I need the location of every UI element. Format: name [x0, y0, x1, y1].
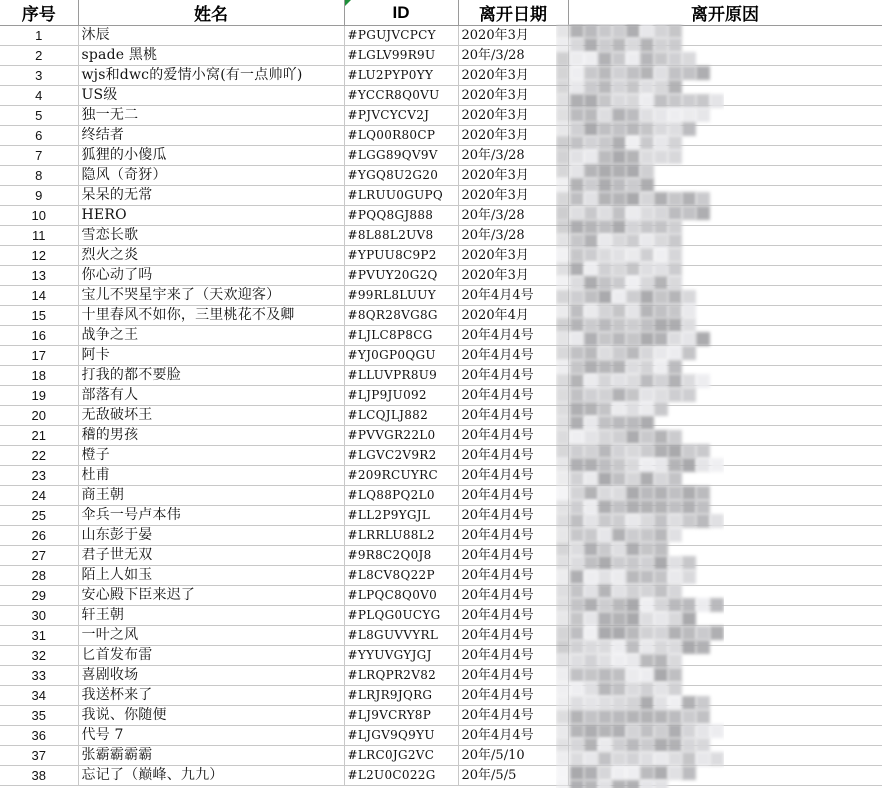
- id-cell[interactable]: #PQQ8GJ888: [344, 206, 458, 226]
- name-cell[interactable]: 张霸霸霸霸: [78, 746, 344, 766]
- row-number-cell[interactable]: 18: [0, 366, 78, 386]
- id-cell[interactable]: #LJLC8P8CG: [344, 326, 458, 346]
- reason-cell[interactable]: [568, 126, 882, 146]
- row-number-cell[interactable]: 2: [0, 46, 78, 66]
- reason-cell[interactable]: [568, 686, 882, 706]
- reason-cell[interactable]: [568, 606, 882, 626]
- header-date[interactable]: 离开日期: [458, 0, 568, 26]
- reason-cell[interactable]: [568, 46, 882, 66]
- header-no[interactable]: 序号: [0, 0, 78, 26]
- date-cell[interactable]: 20年4月4号: [458, 526, 568, 546]
- name-cell[interactable]: 沐辰: [78, 26, 344, 46]
- reason-cell[interactable]: [568, 66, 882, 86]
- reason-cell[interactable]: [568, 406, 882, 426]
- reason-cell[interactable]: [568, 486, 882, 506]
- table-row: [0, 566, 882, 586]
- row-number-cell[interactable]: 35: [0, 706, 78, 726]
- reason-cell[interactable]: [568, 426, 882, 446]
- name-cell[interactable]: 匕首发布雷: [78, 646, 344, 666]
- id-cell[interactable]: #LGLV99R9U: [344, 46, 458, 66]
- reason-cell[interactable]: [568, 306, 882, 326]
- row-number-cell[interactable]: 12: [0, 246, 78, 266]
- row-number-cell[interactable]: 34: [0, 686, 78, 706]
- date-cell[interactable]: 20年4月4号: [458, 646, 568, 666]
- id-cell[interactable]: #LLUVPR8U9: [344, 366, 458, 386]
- table-row: [0, 686, 882, 706]
- id-cell[interactable]: #PLQG0UCYG: [344, 606, 458, 626]
- reason-cell[interactable]: [568, 146, 882, 166]
- id-cell[interactable]: #LRJR9JQRG: [344, 686, 458, 706]
- reason-cell[interactable]: [568, 86, 882, 106]
- row-number-cell[interactable]: 25: [0, 506, 78, 526]
- reason-cell[interactable]: [568, 726, 882, 746]
- reason-cell[interactable]: [568, 466, 882, 486]
- name-cell[interactable]: HERO: [78, 206, 344, 226]
- table-row: [0, 766, 882, 786]
- id-cell[interactable]: #LU2PYP0YY: [344, 66, 458, 86]
- name-cell[interactable]: 山东彭于晏: [78, 526, 344, 546]
- row-number-cell[interactable]: 14: [0, 286, 78, 306]
- table-row: [0, 426, 882, 446]
- date-cell[interactable]: 20年4月4号: [458, 586, 568, 606]
- reason-cell[interactable]: [568, 746, 882, 766]
- table-row: [0, 346, 882, 366]
- row-number-cell[interactable]: 29: [0, 586, 78, 606]
- reason-cell[interactable]: [568, 106, 882, 126]
- table-row: [0, 586, 882, 606]
- row-number-cell[interactable]: 24: [0, 486, 78, 506]
- id-cell[interactable]: #8L88L2UV8: [344, 226, 458, 246]
- id-cell[interactable]: #LJ9VCRY8P: [344, 706, 458, 726]
- id-cell[interactable]: #LGG89QV9V: [344, 146, 458, 166]
- date-cell[interactable]: 20年4月4号: [458, 566, 568, 586]
- reason-cell[interactable]: [568, 166, 882, 186]
- reason-cell[interactable]: [568, 266, 882, 286]
- name-cell[interactable]: 宝儿不哭星宇来了（天欢迎客）: [78, 286, 344, 306]
- id-cell[interactable]: #LRQPR2V82: [344, 666, 458, 686]
- date-cell[interactable]: 2020年3月: [458, 246, 568, 266]
- id-cell[interactable]: #PVUY20G2Q: [344, 266, 458, 286]
- row-number-cell[interactable]: 13: [0, 266, 78, 286]
- name-cell[interactable]: 安心殿下臣来迟了: [78, 586, 344, 606]
- date-cell[interactable]: 20年4月4号: [458, 626, 568, 646]
- date-cell[interactable]: 2020年3月: [458, 26, 568, 46]
- name-cell[interactable]: 我说、你随便: [78, 706, 344, 726]
- name-cell[interactable]: 一叶之风: [78, 626, 344, 646]
- reason-cell[interactable]: [568, 226, 882, 246]
- row-number-cell[interactable]: 23: [0, 466, 78, 486]
- row-number-cell[interactable]: 3: [0, 66, 78, 86]
- table-row: [0, 26, 882, 46]
- date-cell[interactable]: 2020年3月: [458, 66, 568, 86]
- reason-cell[interactable]: [568, 326, 882, 346]
- date-cell[interactable]: 20年4月4号: [458, 346, 568, 366]
- date-cell[interactable]: 20年4月4号: [458, 486, 568, 506]
- date-cell[interactable]: 20年4月4号: [458, 286, 568, 306]
- row-number-cell[interactable]: 28: [0, 566, 78, 586]
- table-row: [0, 246, 882, 266]
- table-row: [0, 726, 882, 746]
- date-cell[interactable]: 2020年3月: [458, 266, 568, 286]
- id-cell[interactable]: #LJGV9Q9YU: [344, 726, 458, 746]
- reason-cell[interactable]: [568, 566, 882, 586]
- name-cell[interactable]: wjs和dwc的爱情小窝(有一点帅吖): [78, 66, 344, 86]
- row-number-cell[interactable]: 7: [0, 146, 78, 166]
- name-cell[interactable]: 部落有人: [78, 386, 344, 406]
- id-cell[interactable]: #LQ88PQ2L0: [344, 486, 458, 506]
- row-number-cell[interactable]: 20: [0, 406, 78, 426]
- reason-cell[interactable]: [568, 506, 882, 526]
- row-number-cell[interactable]: 38: [0, 766, 78, 786]
- date-cell[interactable]: 20年4月4号: [458, 386, 568, 406]
- date-cell[interactable]: 20年4月4号: [458, 726, 568, 746]
- reason-cell[interactable]: [568, 206, 882, 226]
- date-cell[interactable]: 2020年3月: [458, 106, 568, 126]
- date-cell[interactable]: 2020年3月: [458, 126, 568, 146]
- header-name[interactable]: 姓名: [78, 0, 344, 26]
- table-row: [0, 666, 882, 686]
- row-number-cell[interactable]: 4: [0, 86, 78, 106]
- date-cell[interactable]: 20年4月4号: [458, 426, 568, 446]
- row-number-cell[interactable]: 26: [0, 526, 78, 546]
- table-row: [0, 546, 882, 566]
- reason-cell[interactable]: [568, 386, 882, 406]
- name-cell[interactable]: 呆呆的无常: [78, 186, 344, 206]
- name-cell[interactable]: 你心动了吗: [78, 266, 344, 286]
- table-row: [0, 86, 882, 106]
- id-cell[interactable]: #L8GUVVYRL: [344, 626, 458, 646]
- row-number-cell[interactable]: 27: [0, 546, 78, 566]
- reason-cell[interactable]: [568, 626, 882, 646]
- id-cell[interactable]: #LL2P9YGJL: [344, 506, 458, 526]
- row-number-cell[interactable]: 11: [0, 226, 78, 246]
- reason-cell[interactable]: [568, 346, 882, 366]
- table-row: [0, 106, 882, 126]
- id-cell[interactable]: #99RL8LUUY: [344, 286, 458, 306]
- row-number-cell[interactable]: 30: [0, 606, 78, 626]
- id-cell[interactable]: #LRRLU88L2: [344, 526, 458, 546]
- name-cell[interactable]: 伞兵一号卢本伟: [78, 506, 344, 526]
- reason-cell[interactable]: [568, 706, 882, 726]
- id-cell[interactable]: #YYUVGYJGJ: [344, 646, 458, 666]
- table-row: [0, 646, 882, 666]
- name-cell[interactable]: 隐风（奇犽）: [78, 166, 344, 186]
- table-row: [0, 266, 882, 286]
- table-row: [0, 526, 882, 546]
- row-number-cell[interactable]: 10: [0, 206, 78, 226]
- table-row: [0, 206, 882, 226]
- name-cell[interactable]: spade 黑桃: [78, 46, 344, 66]
- table-body: [0, 26, 882, 786]
- id-cell[interactable]: #L8CV8Q22P: [344, 566, 458, 586]
- table-row: [0, 186, 882, 206]
- date-cell[interactable]: 20年4月4号: [458, 706, 568, 726]
- id-cell[interactable]: #LRUU0GUPQ: [344, 186, 458, 206]
- id-cell[interactable]: #YCCR8Q0VU: [344, 86, 458, 106]
- table-row: [0, 46, 882, 66]
- row-number-cell[interactable]: 16: [0, 326, 78, 346]
- table-row: [0, 306, 882, 326]
- name-cell[interactable]: 商王朝: [78, 486, 344, 506]
- date-cell[interactable]: 20年4月4号: [458, 366, 568, 386]
- id-cell[interactable]: #LQ00R80CP: [344, 126, 458, 146]
- id-cell[interactable]: #209RCUYRC: [344, 466, 458, 486]
- name-cell[interactable]: 十里春风不如你，三里桃花不及卿: [78, 306, 344, 326]
- reason-cell[interactable]: [568, 26, 882, 46]
- id-cell[interactable]: #PVVGR22L0: [344, 426, 458, 446]
- id-cell[interactable]: #PJVCYCV2J: [344, 106, 458, 126]
- name-cell[interactable]: 代号 7: [78, 726, 344, 746]
- table-row: [0, 286, 882, 306]
- date-cell[interactable]: 2020年3月: [458, 186, 568, 206]
- date-cell[interactable]: 20年4月4号: [458, 666, 568, 686]
- name-cell[interactable]: 狐狸的小傻瓜: [78, 146, 344, 166]
- reason-cell[interactable]: [568, 366, 882, 386]
- row-number-cell[interactable]: 8: [0, 166, 78, 186]
- date-cell[interactable]: 2020年3月: [458, 166, 568, 186]
- table-row: [0, 506, 882, 526]
- row-number-cell[interactable]: 1: [0, 26, 78, 46]
- table-row: [0, 606, 882, 626]
- name-cell[interactable]: 喜剧收场: [78, 666, 344, 686]
- row-number-cell[interactable]: 19: [0, 386, 78, 406]
- date-cell[interactable]: 20年/3/28: [458, 206, 568, 226]
- name-cell[interactable]: 打我的都不要脸: [78, 366, 344, 386]
- name-cell[interactable]: 轩王朝: [78, 606, 344, 626]
- row-number-cell[interactable]: 32: [0, 646, 78, 666]
- row-number-cell[interactable]: 5: [0, 106, 78, 126]
- date-cell[interactable]: 20年/3/28: [458, 226, 568, 246]
- id-cell[interactable]: #PGUJVCPCY: [344, 26, 458, 46]
- date-cell[interactable]: 20年4月4号: [458, 506, 568, 526]
- id-cell[interactable]: #LRC0JG2VC: [344, 746, 458, 766]
- table-row: [0, 706, 882, 726]
- table-row: [0, 466, 882, 486]
- row-number-cell[interactable]: 22: [0, 446, 78, 466]
- name-cell[interactable]: 终结者: [78, 126, 344, 146]
- table-row: [0, 66, 882, 86]
- row-number-cell[interactable]: 21: [0, 426, 78, 446]
- date-cell[interactable]: 20年4月4号: [458, 606, 568, 626]
- id-cell[interactable]: #YGQ8U2G20: [344, 166, 458, 186]
- name-cell[interactable]: 无敌破坏王: [78, 406, 344, 426]
- name-cell[interactable]: 独一无二: [78, 106, 344, 126]
- reason-cell[interactable]: [568, 766, 882, 786]
- reason-cell[interactable]: [568, 646, 882, 666]
- date-cell[interactable]: 20年/5/10: [458, 746, 568, 766]
- reason-cell[interactable]: [568, 186, 882, 206]
- id-cell[interactable]: #LJP9JU092: [344, 386, 458, 406]
- name-cell[interactable]: 我送杯来了: [78, 686, 344, 706]
- table-row: [0, 126, 882, 146]
- header-id[interactable]: ID: [344, 0, 458, 26]
- row-number-cell[interactable]: 17: [0, 346, 78, 366]
- date-cell[interactable]: 20年4月4号: [458, 326, 568, 346]
- reason-cell[interactable]: [568, 286, 882, 306]
- table-row: [0, 226, 882, 246]
- name-cell[interactable]: 烈火之炎: [78, 246, 344, 266]
- name-cell[interactable]: 陌上人如玉: [78, 566, 344, 586]
- row-number-cell[interactable]: 33: [0, 666, 78, 686]
- name-cell[interactable]: 稽的男孩: [78, 426, 344, 446]
- name-cell[interactable]: 战争之王: [78, 326, 344, 346]
- id-cell[interactable]: #9R8C2Q0J8: [344, 546, 458, 566]
- date-cell[interactable]: 20年4月4号: [458, 546, 568, 566]
- row-number-cell[interactable]: 6: [0, 126, 78, 146]
- table-row: [0, 146, 882, 166]
- id-cell[interactable]: #YPUU8C9P2: [344, 246, 458, 266]
- reason-cell[interactable]: [568, 526, 882, 546]
- row-number-cell[interactable]: 37: [0, 746, 78, 766]
- table-row: [0, 406, 882, 426]
- date-cell[interactable]: 20年/5/5: [458, 766, 568, 786]
- reason-cell[interactable]: [568, 666, 882, 686]
- name-cell[interactable]: 阿卡: [78, 346, 344, 366]
- date-cell[interactable]: 20年4月4号: [458, 446, 568, 466]
- date-cell[interactable]: 20年/3/28: [458, 146, 568, 166]
- row-number-cell[interactable]: 15: [0, 306, 78, 326]
- table-row: [0, 486, 882, 506]
- id-cell[interactable]: #L2U0C022G: [344, 766, 458, 786]
- table-row: [0, 446, 882, 466]
- id-cell[interactable]: #LGVC2V9R2: [344, 446, 458, 466]
- table-row: [0, 626, 882, 646]
- name-cell[interactable]: 橙子: [78, 446, 344, 466]
- date-cell[interactable]: 20年4月4号: [458, 686, 568, 706]
- table-row: [0, 326, 882, 346]
- table-row: [0, 366, 882, 386]
- row-number-cell[interactable]: 9: [0, 186, 78, 206]
- date-cell[interactable]: 20年4月4号: [458, 406, 568, 426]
- date-cell[interactable]: 2020年3月: [458, 86, 568, 106]
- row-number-cell[interactable]: 31: [0, 626, 78, 646]
- name-cell[interactable]: 忘记了（巅峰、九九）: [78, 766, 344, 786]
- id-cell[interactable]: #LPQC8Q0V0: [344, 586, 458, 606]
- table-row: [0, 166, 882, 186]
- date-cell[interactable]: 20年4月4号: [458, 466, 568, 486]
- reason-cell[interactable]: [568, 246, 882, 266]
- date-cell[interactable]: 2020年4月: [458, 306, 568, 326]
- reason-cell[interactable]: [568, 586, 882, 606]
- id-cell[interactable]: #YJ0GP0QGU: [344, 346, 458, 366]
- id-cell[interactable]: #LCQJLJ882: [344, 406, 458, 426]
- reason-cell[interactable]: [568, 446, 882, 466]
- date-cell[interactable]: 20年/3/28: [458, 46, 568, 66]
- table-row: [0, 386, 882, 406]
- reason-cell[interactable]: [568, 546, 882, 566]
- header-reason[interactable]: 离开原因: [568, 0, 882, 26]
- row-number-cell[interactable]: 36: [0, 726, 78, 746]
- header-row: [0, 0, 882, 26]
- name-cell[interactable]: 君子世无双: [78, 546, 344, 566]
- name-cell[interactable]: 雪恋长歌: [78, 226, 344, 246]
- name-cell[interactable]: US级: [78, 86, 344, 106]
- id-cell[interactable]: #8QR28VG8G: [344, 306, 458, 326]
- table-row: [0, 746, 882, 766]
- name-cell[interactable]: 杜甫: [78, 466, 344, 486]
